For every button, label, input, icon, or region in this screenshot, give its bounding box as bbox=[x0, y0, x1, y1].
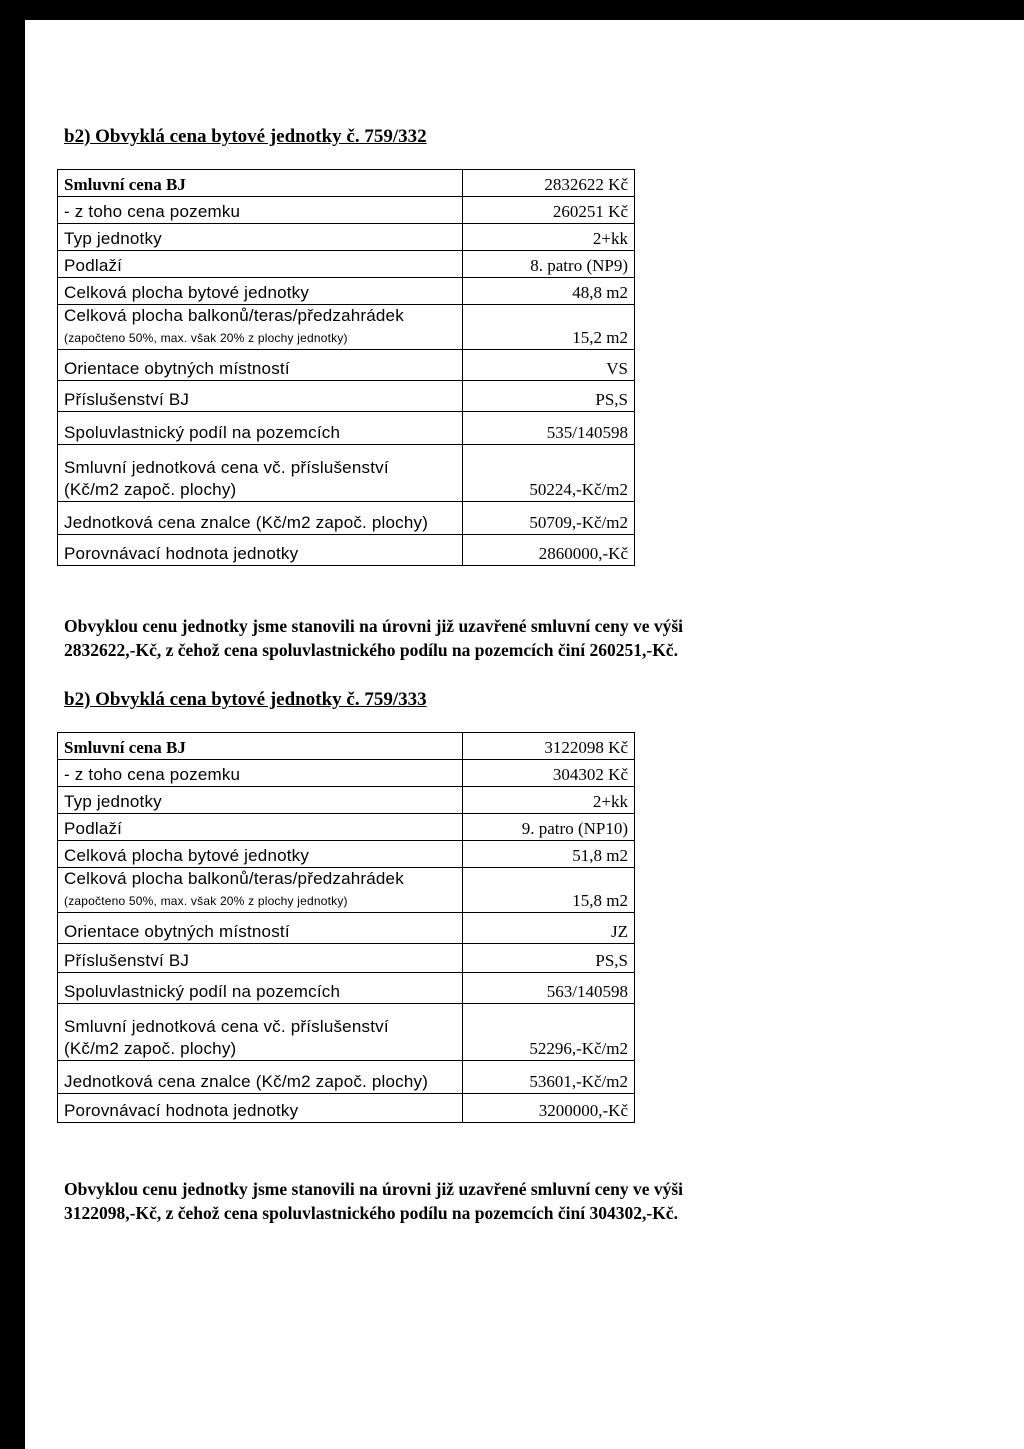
row-label: Celková plocha balkonů/teras/předzahrádek bbox=[64, 869, 404, 888]
table-row bbox=[58, 278, 635, 305]
row-label: Příslušenství BJ bbox=[58, 381, 463, 412]
table-row bbox=[58, 841, 635, 868]
row-value: 15,2 m2 bbox=[463, 305, 635, 350]
unit-table-759-332 bbox=[57, 169, 635, 566]
table-row bbox=[58, 502, 635, 535]
row-label-two-line bbox=[58, 868, 463, 913]
table-row bbox=[58, 973, 635, 1004]
row-value: 3200000,-Kč bbox=[463, 1094, 635, 1123]
paragraph-line: 2832622,-Kč, z čehož cena spoluvlastnického podílu na pozemcích činí 260251,-Kč. bbox=[64, 640, 678, 660]
row-label: (Kč/m2 započ. plochy) bbox=[64, 1039, 237, 1058]
row-value: 304302 Kč bbox=[463, 760, 635, 787]
table-row bbox=[58, 944, 635, 973]
row-label-two-line bbox=[58, 305, 463, 350]
row-label: Smluvní jednotková cena vč. příslušenství bbox=[64, 458, 389, 477]
conclusion-paragraph-759-333 bbox=[64, 1177, 824, 1225]
table-row bbox=[58, 787, 635, 814]
row-value: 2+kk bbox=[463, 224, 635, 251]
paragraph-line: Obvyklou cenu jednotky jsme stanovili na úrovni již uzavřené smluvní ceny ve výši bbox=[64, 616, 684, 636]
row-label: Orientace obytných místností bbox=[58, 913, 463, 944]
row-value: 15,8 m2 bbox=[463, 868, 635, 913]
table-row bbox=[58, 868, 635, 913]
row-value: 53601,-Kč/m2 bbox=[463, 1061, 635, 1094]
row-label: Celková plocha bytové jednotky bbox=[58, 278, 463, 305]
row-label: Orientace obytných místností bbox=[58, 350, 463, 381]
row-label: Podlaží bbox=[58, 251, 463, 278]
table-row bbox=[58, 251, 635, 278]
paragraph-line: Obvyklou cenu jednotky jsme stanovili na úrovni již uzavřené smluvní ceny ve výši bbox=[64, 1179, 684, 1199]
table-row bbox=[58, 1061, 635, 1094]
table-row bbox=[58, 814, 635, 841]
paragraph-line: 3122098,-Kč, z čehož cena spoluvlastnického podílu na pozemcích činí 304302,-Kč. bbox=[64, 1203, 678, 1223]
row-value: 2832622 Kč bbox=[463, 170, 635, 197]
row-value: PS,S bbox=[463, 381, 635, 412]
document-page bbox=[25, 20, 1024, 1449]
table-row bbox=[58, 305, 635, 350]
table-row bbox=[58, 445, 635, 502]
row-label: Podlaží bbox=[58, 814, 463, 841]
row-value: 48,8 m2 bbox=[463, 278, 635, 305]
row-label: Spoluvlastnický podíl na pozemcích bbox=[58, 412, 463, 445]
row-value: JZ bbox=[463, 913, 635, 944]
row-value: 9. patro (NP10) bbox=[463, 814, 635, 841]
row-value: 8. patro (NP9) bbox=[463, 251, 635, 278]
table-row bbox=[58, 197, 635, 224]
table-row bbox=[58, 350, 635, 381]
row-value: 2860000,-Kč bbox=[463, 535, 635, 566]
row-label: (Kč/m2 započ. plochy) bbox=[64, 480, 237, 499]
row-value: PS,S bbox=[463, 944, 635, 973]
row-value: 50224,-Kč/m2 bbox=[463, 445, 635, 502]
row-value: 563/140598 bbox=[463, 973, 635, 1004]
table-row bbox=[58, 1094, 635, 1123]
unit-table-759-333 bbox=[57, 732, 635, 1123]
row-label: Jednotková cena znalce (Kč/m2 započ. plochy) bbox=[58, 1061, 463, 1094]
row-label: Celková plocha balkonů/teras/předzahrádek bbox=[64, 306, 404, 325]
table-row bbox=[58, 1004, 635, 1061]
row-note: (započteno 50%, max. však 20% z plochy jednotky) bbox=[64, 894, 348, 908]
row-label: Jednotková cena znalce (Kč/m2 započ. plochy) bbox=[58, 502, 463, 535]
table-row bbox=[58, 535, 635, 566]
section-heading-759-332: b2) Obvyklá cena bytové jednotky č. 759/332 bbox=[64, 126, 427, 147]
row-label: Porovnávací hodnota jednotky bbox=[58, 1094, 463, 1123]
row-value: 3122098 Kč bbox=[463, 733, 635, 760]
row-label: Spoluvlastnický podíl na pozemcích bbox=[58, 973, 463, 1004]
row-label: Příslušenství BJ bbox=[58, 944, 463, 973]
row-value: 51,8 m2 bbox=[463, 841, 635, 868]
section-heading-759-333: b2) Obvyklá cena bytové jednotky č. 759/333 bbox=[64, 689, 427, 710]
row-label: Typ jednotky bbox=[58, 787, 463, 814]
row-value: 50709,-Kč/m2 bbox=[463, 502, 635, 535]
row-label-two-line bbox=[58, 445, 463, 502]
row-value: 535/140598 bbox=[463, 412, 635, 445]
row-label: Smluvní jednotková cena vč. příslušenství bbox=[64, 1017, 389, 1036]
row-value: 2+kk bbox=[463, 787, 635, 814]
conclusion-paragraph-759-332 bbox=[64, 614, 824, 662]
row-label: - z toho cena pozemku bbox=[58, 197, 463, 224]
row-label: - z toho cena pozemku bbox=[58, 760, 463, 787]
row-label: Typ jednotky bbox=[58, 224, 463, 251]
table-row bbox=[58, 170, 635, 197]
table-row bbox=[58, 412, 635, 445]
row-value: 52296,-Kč/m2 bbox=[463, 1004, 635, 1061]
row-label: Celková plocha bytové jednotky bbox=[58, 841, 463, 868]
table-row bbox=[58, 381, 635, 412]
row-label: Porovnávací hodnota jednotky bbox=[58, 535, 463, 566]
table-row bbox=[58, 224, 635, 251]
row-note: (započteno 50%, max. však 20% z plochy jednotky) bbox=[64, 331, 348, 345]
table-row bbox=[58, 760, 635, 787]
table-row bbox=[58, 733, 635, 760]
row-label: Smluvní cena BJ bbox=[58, 170, 463, 197]
row-value: VS bbox=[463, 350, 635, 381]
scan-border bbox=[0, 0, 25, 1449]
table-row bbox=[58, 913, 635, 944]
row-label: Smluvní cena BJ bbox=[58, 733, 463, 760]
row-value: 260251 Kč bbox=[463, 197, 635, 224]
row-label-two-line bbox=[58, 1004, 463, 1061]
